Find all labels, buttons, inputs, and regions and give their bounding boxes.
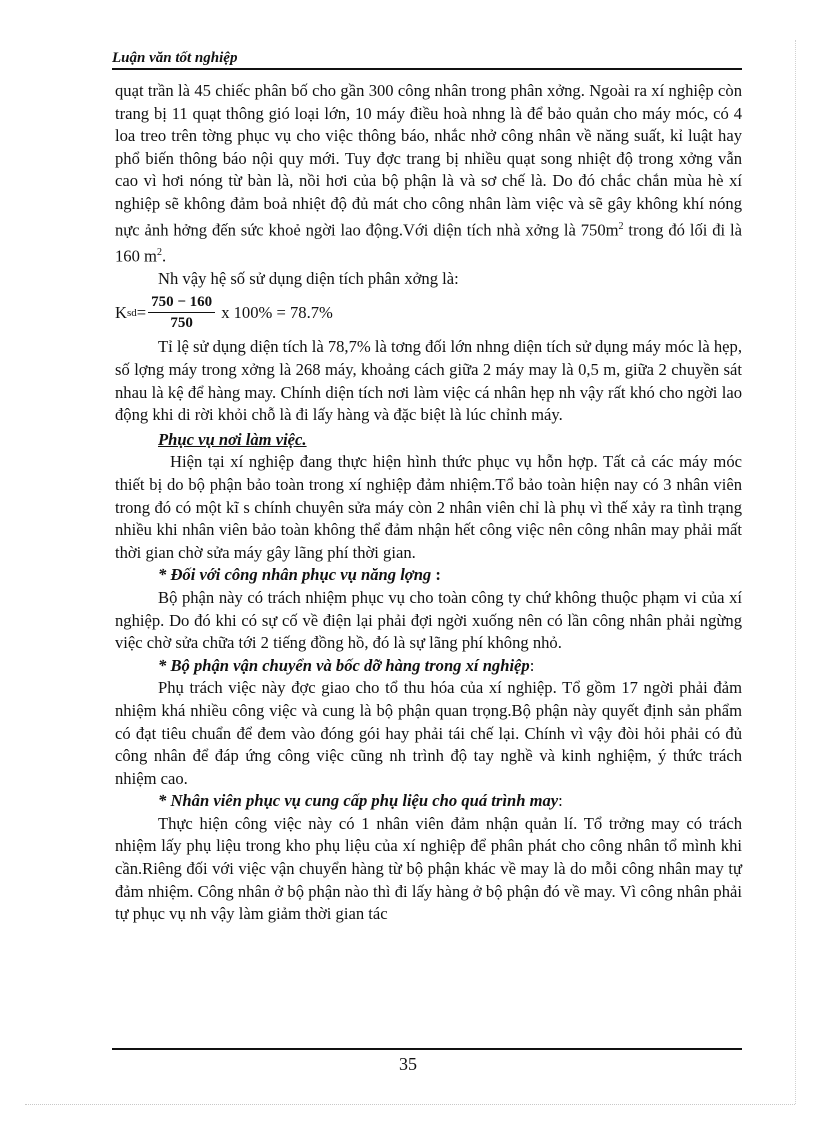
- fraction: [148, 294, 215, 332]
- paragraph: Nh vậy hệ số sử dụng diện tích phân xởng là:: [158, 268, 459, 288]
- section-heading: * Đối với công nhân phục vụ năng lợng :: [158, 565, 441, 585]
- section-heading: * Bộ phận vận chuyển và bốc dỡ hàng trong xí nghiệp:: [158, 655, 535, 675]
- paragraph: Thực hiện công việc này có 1 nhân viên đảm nhận quản lí. Tổ trởng may có trách nhiệm lấy phụ liệu trong kho phụ liệu của xí nghiệp để phân phát cho công nhân tổ mình khi cần.Riêng đối với việc vận chuyển hàng từ bộ phận khác về may là do mỗi công nhân may tự đảm nhiệm. Công nhân ở bộ phận nào thì đi lấy hàng ở bộ phận đó về may. Vì công nhân phải tự phục vụ nh vậy làm giảm thời gian tác: [115, 813, 742, 924]
- paragraph: quạt trần là 45 chiếc phân bố cho gần 300 công nhân trong phân xởng. Ngoài ra xí nghiệp còn trang bị 11 quạt thông gió loại lớn, 10 máy điều hoà nhng là để bảo quản cho máy móc, có 4 loa treo trên tờng phục vụ cho việc thông báo, nhắc nhở công nhân về năng suất, kỉ luật hay phổ biến thông báo nội quy mới. Tuy đợc trang bị nhiều quạt song nhiệt độ trong xởng vẫn cao vì hơi nóng từ bàn là, nồi hơi của bộ phận là và sơ chế là. Do đó chắc chắn mùa hè xí nghiệp sẽ không đảm boả nhiệt độ đủ mát cho công nhân làm việc và sẽ gây không khí nóng nực ảnh hởng đến sức khoẻ ngời lao động.Với diện tích nhà xởng là $750m^2$ trong đó lối đi là 160 $m^2$.: [115, 81, 743, 266]
- page-number: 35: [399, 1054, 417, 1074]
- page-border-bottom: [25, 1104, 795, 1105]
- paragraph: Tỉ lệ sử dụng diện tích là 78,7% là tơng đối lớn nhng diện tích sử dụng máy móc là hẹp, số lợng máy trong xởng là 268 máy, khoảng cách giữa 2 máy may là 0,5 m, giữa 2 chuyền sát nhau là kệ để hàng may. Chính diện tích nơi làm việc cá nhân hẹp nh vậy rất khó cho ngời lao động khi di rời khỏi chỗ là đi lấy hàng và đặc biệt là lúc chỉnh máy.: [115, 337, 742, 425]
- paragraph: Phụ trách việc này đợc giao cho tổ thu hóa của xí nghiệp. Tổ gồm 17 ngời phải đảm nhiệm khá nhiều công việc và cung là bộ phận quan trọng.Bộ phận này quyết định sản phẩm có đạt tiêu chuẩn để đem vào đóng gói hay phải tái chế lại. Chính vì vậy đòi hỏi phải có đủ công nhân để đáp ứng công việc cũng nh trình độ tay nghề và kinh nghiệm, ý thức trách nhiệm cao.: [115, 678, 742, 788]
- denominator: 750: [170, 315, 193, 332]
- footer-rule: [112, 1048, 742, 1050]
- paragraph: Hiện tại xí nghiệp đang thực hiện hình thức phục vụ hỗn hợp. Tất cả các máy móc thiết bị do bộ phận bảo toàn trong xí nghiệp đảm nhiệm.Tổ bảo toàn hiện nay có 3 nhân viên trong đó có một kĩ s chính chuyên sửa máy còn 2 nhân viên chỉ là phụ vì thế xảy ra tình trạng nhiều khi nhân viên bảo toàn không thể đảm nhận hết công việc nên công nhân may phải mất thời gian chờ sửa máy gây lãng phí thời gian.: [115, 452, 742, 562]
- paragraph: Bộ phận này có trách nhiệm phục vụ cho toàn công ty chứ không thuộc phạm vi của xí nghiệp. Do đó khi có sự cố về điện lại phải đợi ngời xuống nên có lần công nhân phải ngừng việc chờ sửa chữa tới 2 tiếng đồng hồ, đó là sự lãng phí không nhỏ.: [115, 587, 742, 653]
- formula: K sd = $\frac{750 - 160}{750}$ x 100% = 78.7%: [115, 294, 333, 332]
- section-heading: Phục vụ nơi làm việc.: [158, 429, 307, 449]
- section-heading: * Nhân viên phục vụ cung cấp phụ liệu cho quá trình may:: [158, 791, 563, 811]
- running-header: Luận văn tốt nghiệp: [112, 50, 742, 70]
- page-border-right: [795, 40, 796, 1104]
- page-body: [115, 80, 742, 926]
- numerator: 750 − 160: [148, 294, 215, 313]
